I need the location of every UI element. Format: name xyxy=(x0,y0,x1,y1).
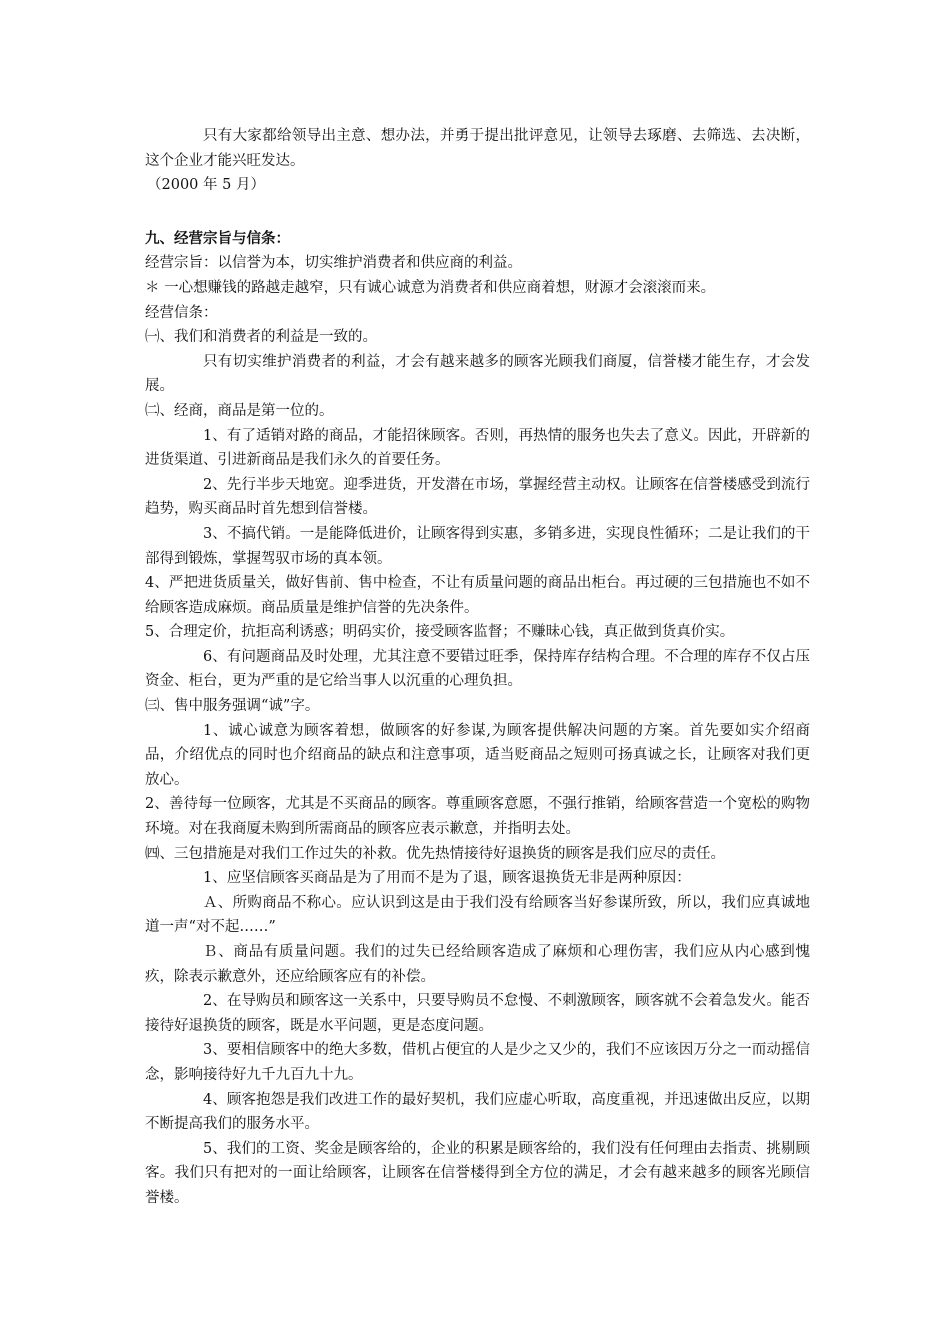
creed-2-item-6: 6、有问题商品及时处理，尤其注意不要错过旺季，保持库存结构合理。不合理的库存不仅占压资金、柜台，更为严重的是它给当事人以沉重的心理负担。 xyxy=(145,648,810,690)
creed-label: 经营信条： xyxy=(145,304,218,321)
section-spacer xyxy=(145,198,810,227)
creed-2-item-3: 3、不搞代销。一是能降低进价，让顾客得到实惠，多销多进，实现良性循环；二是让我们的干部得到锻炼，掌握驾驭市场的真本领。 xyxy=(145,525,810,567)
purpose-line: 经营宗旨：以信誉为本，切实维护消费者和供应商的利益。 xyxy=(145,255,522,272)
creed-1-title: ㈠、我们和消费者的利益是一致的。 xyxy=(145,329,377,346)
creed-4-item-1b: Ｂ、商品有质量问题。我们的过失已经给顾客造成了麻烦和心理伤害，我们应从内心感到愧疚，除表示歉意外，还应给顾客应有的补偿。 xyxy=(145,944,810,985)
creed-4-item-1a: Ａ、所购商品不称心。应认识到这是由于我们没有给顾客当好参谋所致，所以，我们应真诚地道一声“对不起……” xyxy=(145,894,810,936)
creed-2-item-1: 1、有了适销对路的商品，才能招徕顾客。否则，再热情的服务也失去了意义。因此，开辟新的进货渠道、引进新商品是我们永久的首要任务。 xyxy=(145,427,810,469)
creed-3-item-2: 2、善待每一位顾客，尤其是不买商品的顾客。尊重顾客意愿，不强行推销，给顾客营造一个宽松的购物环境。对在我商厦未购到所需商品的顾客应表示歉意，并指明去处。 xyxy=(145,796,810,838)
creed-3-title: ㈢、售中服务强调“诚”字。 xyxy=(145,698,320,715)
creed-4-item-3: 3、要相信顾客中的绝大多数，借机占便宜的人是少之又少的，我们不应该因万分之一而动摇信念，影响接待好九千九百九十九。 xyxy=(145,1042,810,1083)
creed-3-item-1: 1、诚心诚意为顾客着想，做顾客的好参谋,为顾客提供解决问题的方案。首先要如实介绍商品，介绍优点的同时也介绍商品的缺点和注意事项，适当贬商品之短则可扬真诚之长，让顾客对我们更放心。 xyxy=(145,722,810,788)
purpose-note: ＊ 一心想赚钱的路越走越窄，只有诚心诚意为消费者和供应商着想，财源才会滚滚而来。 xyxy=(145,279,716,296)
document-page xyxy=(145,124,810,1211)
creed-2-item-5: 5、合理定价，抗拒高利诱惑；明码实价，接受顾客监督；不赚昧心钱，真正做到货真价实。 xyxy=(145,624,735,641)
section-heading: 九、经营宗旨与信条： xyxy=(145,229,290,247)
creed-2-item-4: 4、严把进货质量关，做好售前、售中检查，不让有质量问题的商品出柜台。再过硬的三包措施也不如不给顾客造成麻烦。商品质量是维护信誉的先决条件。 xyxy=(145,575,810,616)
creed-4-title: ㈣、三包措施是对我们工作过失的补救。优先热情接待好退换货的顾客是我们应尽的责任。 xyxy=(145,845,725,862)
creed-1-body: 只有切实维护消费者的利益，才会有越来越多的顾客光顾我们商厦，信誉楼才能生存，才会发展。 xyxy=(145,353,810,395)
intro-paragraph: 只有大家都给领导出主意、想办法，并勇于提出批评意见，让领导去琢磨、去筛选、去决断，这个企业才能兴旺发达。 xyxy=(145,128,810,169)
date-line: （2000 年 5 月） xyxy=(147,177,265,194)
creed-4-item-2: 2、在导购员和顾客这一关系中，只要导购员不怠慢、不刺激顾客，顾客就不会着急发火。能否接待好退换货的顾客，既是水平问题，更是态度问题。 xyxy=(145,993,810,1034)
creed-4-item-4: 4、顾客抱怨是我们改进工作的最好契机，我们应虚心听取，高度重视，并迅速做出反应，以期不断提高我们的服务水平。 xyxy=(145,1091,810,1133)
creed-4-item-5: 5、我们的工资、奖金是顾客给的，企业的积累是顾客给的，我们没有任何理由去指责、挑剔顾客。我们只有把对的一面让给顾客，让顾客在信誉楼得到全方位的满足，才会有越来越多的顾客光顾信誉楼。 xyxy=(145,1140,810,1206)
creed-2-item-2: 2、先行半步天地宽。迎季进货，开发潜在市场，掌握经营主动权。让顾客在信誉楼感受到流行趋势，购买商品时首先想到信誉楼。 xyxy=(145,476,810,518)
creed-4-item-1: 1、应坚信顾客买商品是为了用而不是为了退，顾客退换货无非是两种原因： xyxy=(203,870,691,887)
creed-2-title: ㈡、经商，商品是第一位的。 xyxy=(145,402,334,419)
